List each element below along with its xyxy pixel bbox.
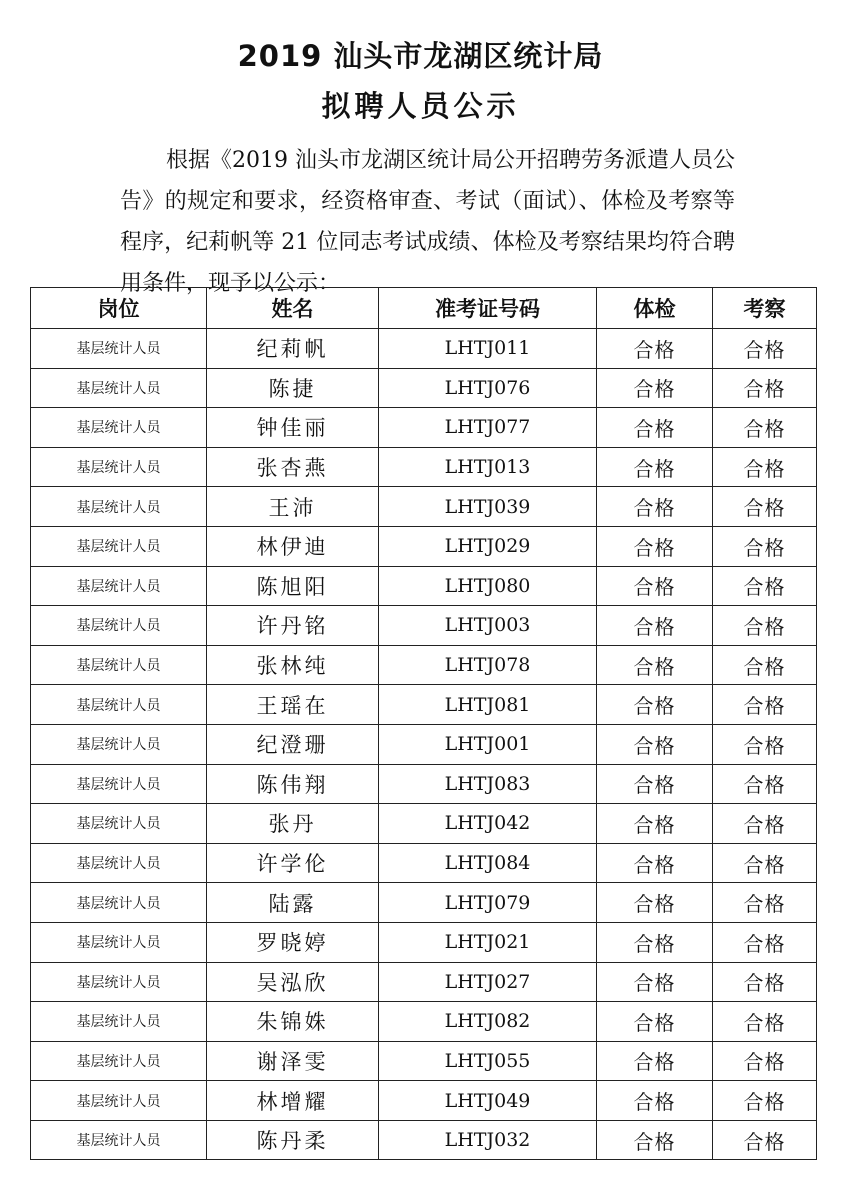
cell-exam-number: LHTJ039 xyxy=(379,487,597,527)
cell-position: 基层统计人员 xyxy=(31,1081,207,1121)
cell-name: 吴泓欣 xyxy=(207,962,379,1002)
table-row xyxy=(31,804,817,844)
cell-name: 王沛 xyxy=(207,487,379,527)
cell-position: 基层统计人员 xyxy=(31,645,207,685)
cell-position: 基层统计人员 xyxy=(31,368,207,408)
cell-position: 基层统计人员 xyxy=(31,487,207,527)
header-physical-exam: 体检 xyxy=(597,288,713,329)
cell-position: 基层统计人员 xyxy=(31,408,207,448)
cell-inspection: 合格 xyxy=(713,1120,817,1160)
header-name: 姓名 xyxy=(207,288,379,329)
cell-exam-number: LHTJ049 xyxy=(379,1081,597,1121)
cell-position: 基层统计人员 xyxy=(31,883,207,923)
cell-inspection: 合格 xyxy=(713,368,817,408)
cell-exam-number: LHTJ082 xyxy=(379,1002,597,1042)
table-row xyxy=(31,566,817,606)
cell-name: 陈丹柔 xyxy=(207,1120,379,1160)
cell-exam-number: LHTJ076 xyxy=(379,368,597,408)
table-row xyxy=(31,408,817,448)
cell-physical-exam: 合格 xyxy=(597,606,713,646)
cell-name: 罗晓婷 xyxy=(207,922,379,962)
cell-physical-exam: 合格 xyxy=(597,1120,713,1160)
table-row xyxy=(31,1120,817,1160)
cell-position: 基层统计人员 xyxy=(31,329,207,369)
cell-name: 张杏燕 xyxy=(207,447,379,487)
cell-position: 基层统计人员 xyxy=(31,724,207,764)
cell-inspection: 合格 xyxy=(713,447,817,487)
cell-inspection: 合格 xyxy=(713,606,817,646)
table-row xyxy=(31,764,817,804)
cell-exam-number: LHTJ021 xyxy=(379,922,597,962)
cell-name: 陈伟翔 xyxy=(207,764,379,804)
cell-position: 基层统计人员 xyxy=(31,685,207,725)
cell-inspection: 合格 xyxy=(713,408,817,448)
cell-position: 基层统计人员 xyxy=(31,606,207,646)
table-row xyxy=(31,1002,817,1042)
cell-inspection: 合格 xyxy=(713,922,817,962)
intro-paragraph xyxy=(120,140,735,304)
table-row xyxy=(31,685,817,725)
table-row xyxy=(31,962,817,1002)
table-body xyxy=(31,329,817,1160)
cell-position: 基层统计人员 xyxy=(31,1002,207,1042)
cell-exam-number: LHTJ011 xyxy=(379,329,597,369)
cell-inspection: 合格 xyxy=(713,566,817,606)
cell-physical-exam: 合格 xyxy=(597,566,713,606)
cell-physical-exam: 合格 xyxy=(597,408,713,448)
cell-position: 基层统计人员 xyxy=(31,566,207,606)
cell-name: 许学伦 xyxy=(207,843,379,883)
cell-exam-number: LHTJ078 xyxy=(379,645,597,685)
cell-position: 基层统计人员 xyxy=(31,447,207,487)
cell-name: 陈旭阳 xyxy=(207,566,379,606)
cell-position: 基层统计人员 xyxy=(31,1120,207,1160)
cell-inspection: 合格 xyxy=(713,843,817,883)
cell-physical-exam: 合格 xyxy=(597,843,713,883)
table-row xyxy=(31,487,817,527)
cell-position: 基层统计人员 xyxy=(31,764,207,804)
table-row xyxy=(31,1081,817,1121)
cell-exam-number: LHTJ003 xyxy=(379,606,597,646)
cell-inspection: 合格 xyxy=(713,764,817,804)
cell-inspection: 合格 xyxy=(713,1041,817,1081)
cell-physical-exam: 合格 xyxy=(597,526,713,566)
cell-name: 谢泽雯 xyxy=(207,1041,379,1081)
cell-name: 纪莉帆 xyxy=(207,329,379,369)
cell-position: 基层统计人员 xyxy=(31,1041,207,1081)
cell-position: 基层统计人员 xyxy=(31,804,207,844)
cell-name: 朱锦姝 xyxy=(207,1002,379,1042)
cell-name: 张林纯 xyxy=(207,645,379,685)
cell-exam-number: LHTJ001 xyxy=(379,724,597,764)
cell-exam-number: LHTJ042 xyxy=(379,804,597,844)
cell-exam-number: LHTJ013 xyxy=(379,447,597,487)
cell-physical-exam: 合格 xyxy=(597,1002,713,1042)
cell-physical-exam: 合格 xyxy=(597,883,713,923)
cell-physical-exam: 合格 xyxy=(597,447,713,487)
cell-inspection: 合格 xyxy=(713,883,817,923)
cell-exam-number: LHTJ081 xyxy=(379,685,597,725)
candidate-table xyxy=(30,287,817,1160)
cell-physical-exam: 合格 xyxy=(597,487,713,527)
cell-name: 许丹铭 xyxy=(207,606,379,646)
table-row xyxy=(31,883,817,923)
cell-inspection: 合格 xyxy=(713,804,817,844)
cell-position: 基层统计人员 xyxy=(31,526,207,566)
cell-position: 基层统计人员 xyxy=(31,843,207,883)
table-row xyxy=(31,645,817,685)
cell-name: 王瑶在 xyxy=(207,685,379,725)
intro-text: 根据《2019 汕头市龙湖区统计局公开招聘劳务派遣人员公告》的规定和要求，经资格审查、考试（面试）、体检及考察等程序，纪莉帆等 21 位同志考试成绩、体检及考察结果均符合聘用条件，现予以公示： xyxy=(120,148,735,296)
cell-name: 陈捷 xyxy=(207,368,379,408)
cell-inspection: 合格 xyxy=(713,329,817,369)
table-row xyxy=(31,606,817,646)
cell-inspection: 合格 xyxy=(713,645,817,685)
cell-exam-number: LHTJ077 xyxy=(379,408,597,448)
cell-physical-exam: 合格 xyxy=(597,764,713,804)
cell-inspection: 合格 xyxy=(713,962,817,1002)
cell-name: 张丹 xyxy=(207,804,379,844)
cell-physical-exam: 合格 xyxy=(597,368,713,408)
cell-name: 陆露 xyxy=(207,883,379,923)
cell-physical-exam: 合格 xyxy=(597,685,713,725)
cell-inspection: 合格 xyxy=(713,1081,817,1121)
table-row xyxy=(31,329,817,369)
cell-name: 林伊迪 xyxy=(207,526,379,566)
table-row xyxy=(31,368,817,408)
cell-exam-number: LHTJ079 xyxy=(379,883,597,923)
cell-name: 钟佳丽 xyxy=(207,408,379,448)
cell-name: 林增耀 xyxy=(207,1081,379,1121)
cell-position: 基层统计人员 xyxy=(31,962,207,1002)
header-inspection: 考察 xyxy=(713,288,817,329)
cell-name: 纪澄珊 xyxy=(207,724,379,764)
cell-physical-exam: 合格 xyxy=(597,962,713,1002)
cell-physical-exam: 合格 xyxy=(597,1081,713,1121)
cell-physical-exam: 合格 xyxy=(597,1041,713,1081)
cell-physical-exam: 合格 xyxy=(597,329,713,369)
cell-inspection: 合格 xyxy=(713,526,817,566)
cell-physical-exam: 合格 xyxy=(597,804,713,844)
cell-exam-number: LHTJ084 xyxy=(379,843,597,883)
cell-position: 基层统计人员 xyxy=(31,922,207,962)
cell-inspection: 合格 xyxy=(713,685,817,725)
cell-exam-number: LHTJ029 xyxy=(379,526,597,566)
header-position: 岗位 xyxy=(31,288,207,329)
cell-exam-number: LHTJ080 xyxy=(379,566,597,606)
cell-inspection: 合格 xyxy=(713,724,817,764)
table-row xyxy=(31,1041,817,1081)
cell-exam-number: LHTJ055 xyxy=(379,1041,597,1081)
cell-inspection: 合格 xyxy=(713,1002,817,1042)
table-row xyxy=(31,843,817,883)
cell-exam-number: LHTJ027 xyxy=(379,962,597,1002)
table-row xyxy=(31,447,817,487)
table-row xyxy=(31,724,817,764)
cell-exam-number: LHTJ083 xyxy=(379,764,597,804)
cell-inspection: 合格 xyxy=(713,487,817,527)
document-title-line2: 拟聘人员公示 xyxy=(321,89,520,123)
cell-physical-exam: 合格 xyxy=(597,922,713,962)
header-exam-number: 准考证号码 xyxy=(379,288,597,329)
table-header-row xyxy=(31,288,817,329)
table-row xyxy=(31,922,817,962)
cell-exam-number: LHTJ032 xyxy=(379,1120,597,1160)
document-title-line1: 2019 汕头市龙湖区统计局 xyxy=(237,39,604,73)
cell-physical-exam: 合格 xyxy=(597,724,713,764)
cell-physical-exam: 合格 xyxy=(597,645,713,685)
table-row xyxy=(31,526,817,566)
